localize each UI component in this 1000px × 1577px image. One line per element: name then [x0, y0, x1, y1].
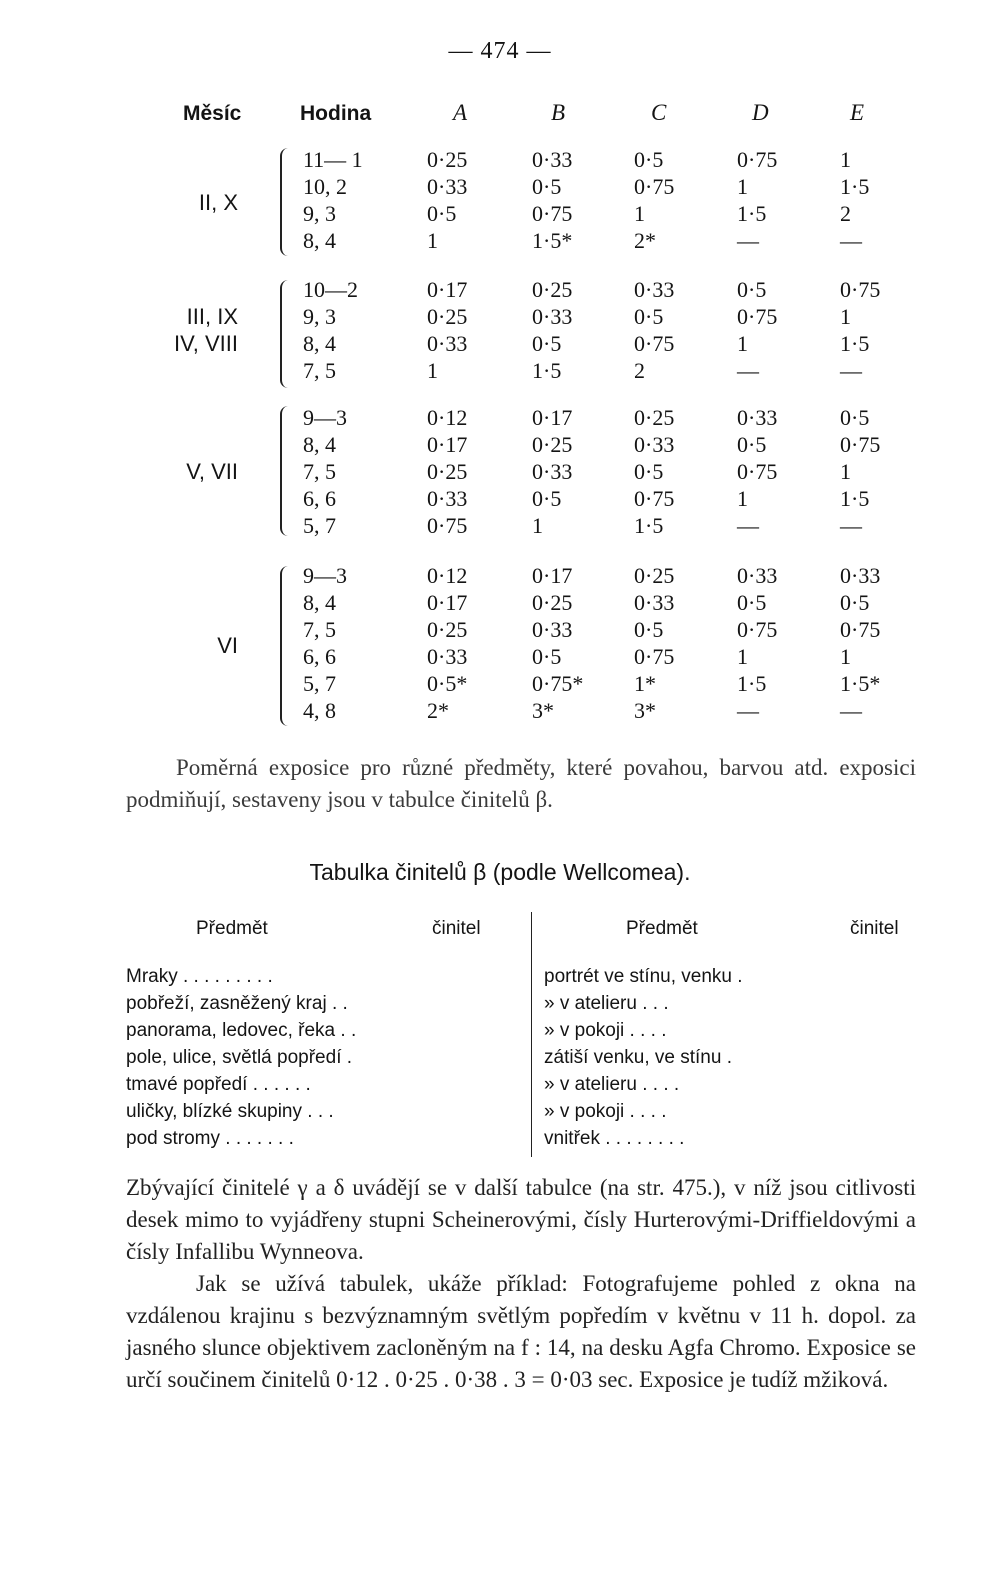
group-brace [280, 566, 292, 726]
beta-table-title: Tabulka činitelů β (podle Wellcomea). [309, 859, 691, 885]
header-hour: Hodina [300, 102, 372, 125]
header-subject-right: Předmět [626, 918, 698, 939]
paragraph-remaining-factors: Zbývající činitelé γ a δ uvádějí se v další tabulce (na str. 475.), v níž jsou citlivosti desek mimo to vyjádřeny stupni Scheinerovými, čísly Hurterovými-Driffieldovými a čísly Infallibu Wynneova. [126, 1175, 916, 1264]
header-e: E [850, 100, 865, 125]
header-subject-left: Předmět [196, 918, 268, 939]
exposure-time-table: Měsíc Hodina A B C D E II, X 11— 1 0·25 0·33 0·5 0·75 1 10, 2 0·33 0·5 0·75 1 1·5 9, 3 0·5 0·75 1 1·5 2 8, 4 1 1·5* 2* — — III, IX IV, VIII 10—2 0·17 0·25 0·33 0·5 0·75 9, 3 0·25 0·33 0·5 0·75 1 8, 4 0·33 0·5 0·75 1 1·5 7, 5 1 1·5 2 — — V, VII 9—3 0·12 0·17 0·25 0·33 0·5 8, 4 0·17 0·25 0·33 0·5 0·75 7, 5 0·25 0·33 0·5 0·75 1 6, 6 0·33 0·5 0·75 1 1·5 5, 7 0·75 1 1·5 — — VI 9—3 0·12 0·17 0·25 0·33 0·33 8, 4 0·17 0·25 0·33 0·5 0·5 7, 5 0·25 0·33 0·5 0·75 0·75 6, 6 0·33 0·5 0·75 1 1 5, 7 0·5* 0·75* 1* 1·5 1·5* 4, 8 2* 3* 3* — — [0, 0, 1000, 740]
group-brace [280, 148, 292, 256]
header-b: B [551, 100, 566, 125]
month-group-label: II, X [198, 190, 238, 215]
header-month: Měsíc [183, 102, 242, 125]
group-brace [280, 406, 292, 536]
header-a: A [453, 100, 468, 125]
header-c: C [651, 100, 667, 125]
header-d: D [752, 100, 769, 125]
month-group-label: III, IX IV, VIII [173, 304, 238, 356]
month-group-label: VI [217, 633, 238, 658]
paragraph-example: Jak se užívá tabulek, ukáže příklad: Fotografujeme pohled z okna na vzdálenou krajinu s bezvýznamným světlým popředím v květnu v 11 h. dopol. za jasného slunce objektivem zacloněným na f : 14, na desku Agfa Chromo. Exposice se určí součinem činitelů 0·12 . 0·25 . 0·38 . 3 = 0·03 sec. Exposice je tudíž mžiková. [126, 1271, 916, 1392]
header-factor-right: činitel [850, 918, 899, 939]
paragraph-exposure-note: Poměrná exposice pro různé předměty, které povahou, barvou atd. exposici podmiňují, sestaveny jsou v tabulce činitelů β. [126, 755, 916, 812]
column-divider [531, 912, 532, 1157]
month-group-label: V, VII [186, 459, 238, 484]
group-brace [280, 280, 292, 388]
header-factor-left: činitel [432, 918, 481, 939]
page-number: — 474 — [448, 38, 552, 64]
